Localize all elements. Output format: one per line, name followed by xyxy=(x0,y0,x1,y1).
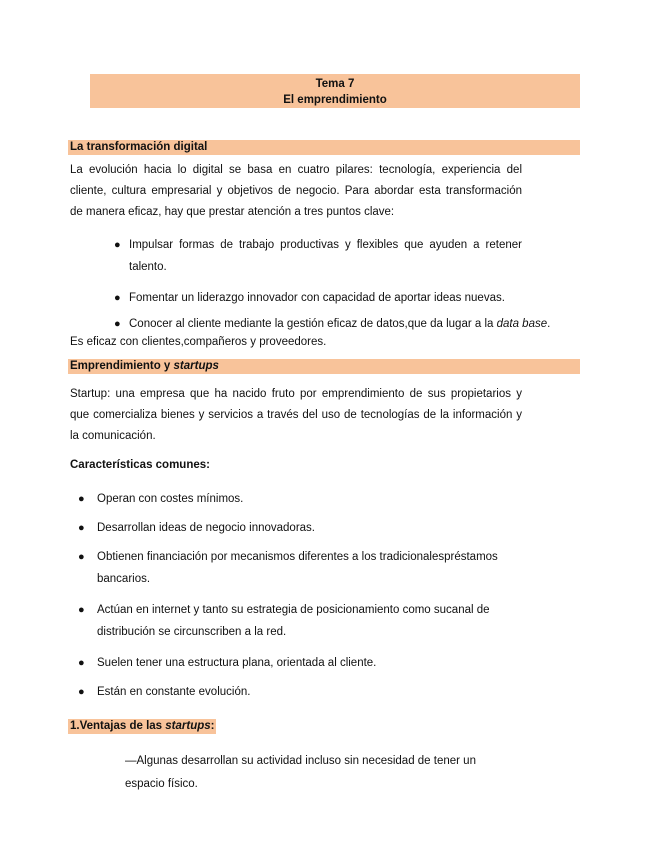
list-item xyxy=(97,652,376,674)
section-heading-italic: startups xyxy=(173,360,219,372)
intro-line: de manera eficaz, hay que prestar atención a tres puntos clave: xyxy=(70,206,395,218)
italic-term: data base xyxy=(496,318,548,330)
definition-line: que comercializa bienes y servicios a través del uso de tecnologías de la información y xyxy=(70,409,522,421)
page-title: Tema 7 xyxy=(315,78,355,90)
list-item-punct: . xyxy=(547,318,551,330)
section-heading-text: 1.Ventajas de las xyxy=(70,720,166,732)
features-title: Características comunes: xyxy=(70,459,210,471)
definition-line: la comunicación. xyxy=(70,430,156,442)
tail-line: Es eficaz con clientes,compañeros y proveedores. xyxy=(70,336,327,348)
list-item xyxy=(129,313,550,335)
list-item-line: Están en constante evolución. xyxy=(97,686,251,698)
bullet-icon: ● xyxy=(78,522,85,534)
list-item xyxy=(97,681,250,703)
section-heading-text: La transformación digital xyxy=(70,141,208,153)
bullet-icon: ● xyxy=(78,604,85,616)
section-heading-ventajas xyxy=(68,719,216,734)
list-item xyxy=(129,234,522,278)
list-item-line: Actúan en internet y tanto su estrategia de posicionamiento como sucanal de xyxy=(97,604,490,616)
bullet-icon: ● xyxy=(78,686,85,698)
bullet-icon: ● xyxy=(114,318,121,330)
list-item-line: Impulsar formas de trabajo productivas y flexibles que ayuden a retener xyxy=(129,239,522,251)
section-heading-punct: : xyxy=(210,720,215,732)
list-item xyxy=(129,287,505,309)
advantage-line: espacio físico. xyxy=(125,778,198,790)
list-item-text: Conocer al cliente mediante la gestión eficaz de datos,que da lugar a la xyxy=(129,318,497,330)
definition-line: Startup: una empresa que ha nacido fruto por emprendimiento de sus propietarios y xyxy=(70,388,522,400)
section-heading-transformacion xyxy=(68,140,580,155)
bullet-icon: ● xyxy=(114,292,121,304)
intro-line: cliente, cultura empresarial y objetivos de negocio. Para abordar esta transformación xyxy=(70,185,522,197)
list-item-line: Desarrollan ideas de negocio innovadoras. xyxy=(97,522,316,534)
startup-definition xyxy=(70,384,522,447)
title-banner xyxy=(90,74,580,108)
advantage-item xyxy=(125,750,476,796)
list-item-line: Suelen tener una estructura plana, orientada al cliente. xyxy=(97,657,377,669)
bullet-icon: ● xyxy=(114,239,121,251)
list-item-line: bancarios. xyxy=(97,573,151,585)
list-item-line: talento. xyxy=(129,261,167,273)
list-item xyxy=(97,599,490,643)
bullet-icon: ● xyxy=(78,493,85,505)
bullet-icon: ● xyxy=(78,551,85,563)
advantage-line: —Algunas desarrollan su actividad incluso sin necesidad de tener un xyxy=(125,755,476,767)
section-heading-emprendimiento xyxy=(68,359,580,374)
list-item-line: Fomentar un liderazgo innovador con capacidad de aportar ideas nuevas. xyxy=(129,292,505,304)
bullet-icon: ● xyxy=(78,657,85,669)
list-item xyxy=(97,517,315,539)
list-item-line: Operan con costes mínimos. xyxy=(97,493,244,505)
section-heading-italic: startups xyxy=(165,720,211,732)
list-item-line: Obtienen financiación por mecanismos diferentes a los tradicionalespréstamos xyxy=(97,551,498,563)
list-item xyxy=(97,546,498,590)
intro-paragraph xyxy=(70,160,522,223)
section-heading-text: Emprendimiento y xyxy=(70,360,174,372)
list-item xyxy=(97,488,243,510)
page-subtitle: El emprendimiento xyxy=(283,94,387,106)
list-item-line: distribución se circunscriben a la red. xyxy=(97,626,287,638)
intro-line: La evolución hacia lo digital se basa en cuatro pilares: tecnología, experiencia del xyxy=(70,164,522,176)
